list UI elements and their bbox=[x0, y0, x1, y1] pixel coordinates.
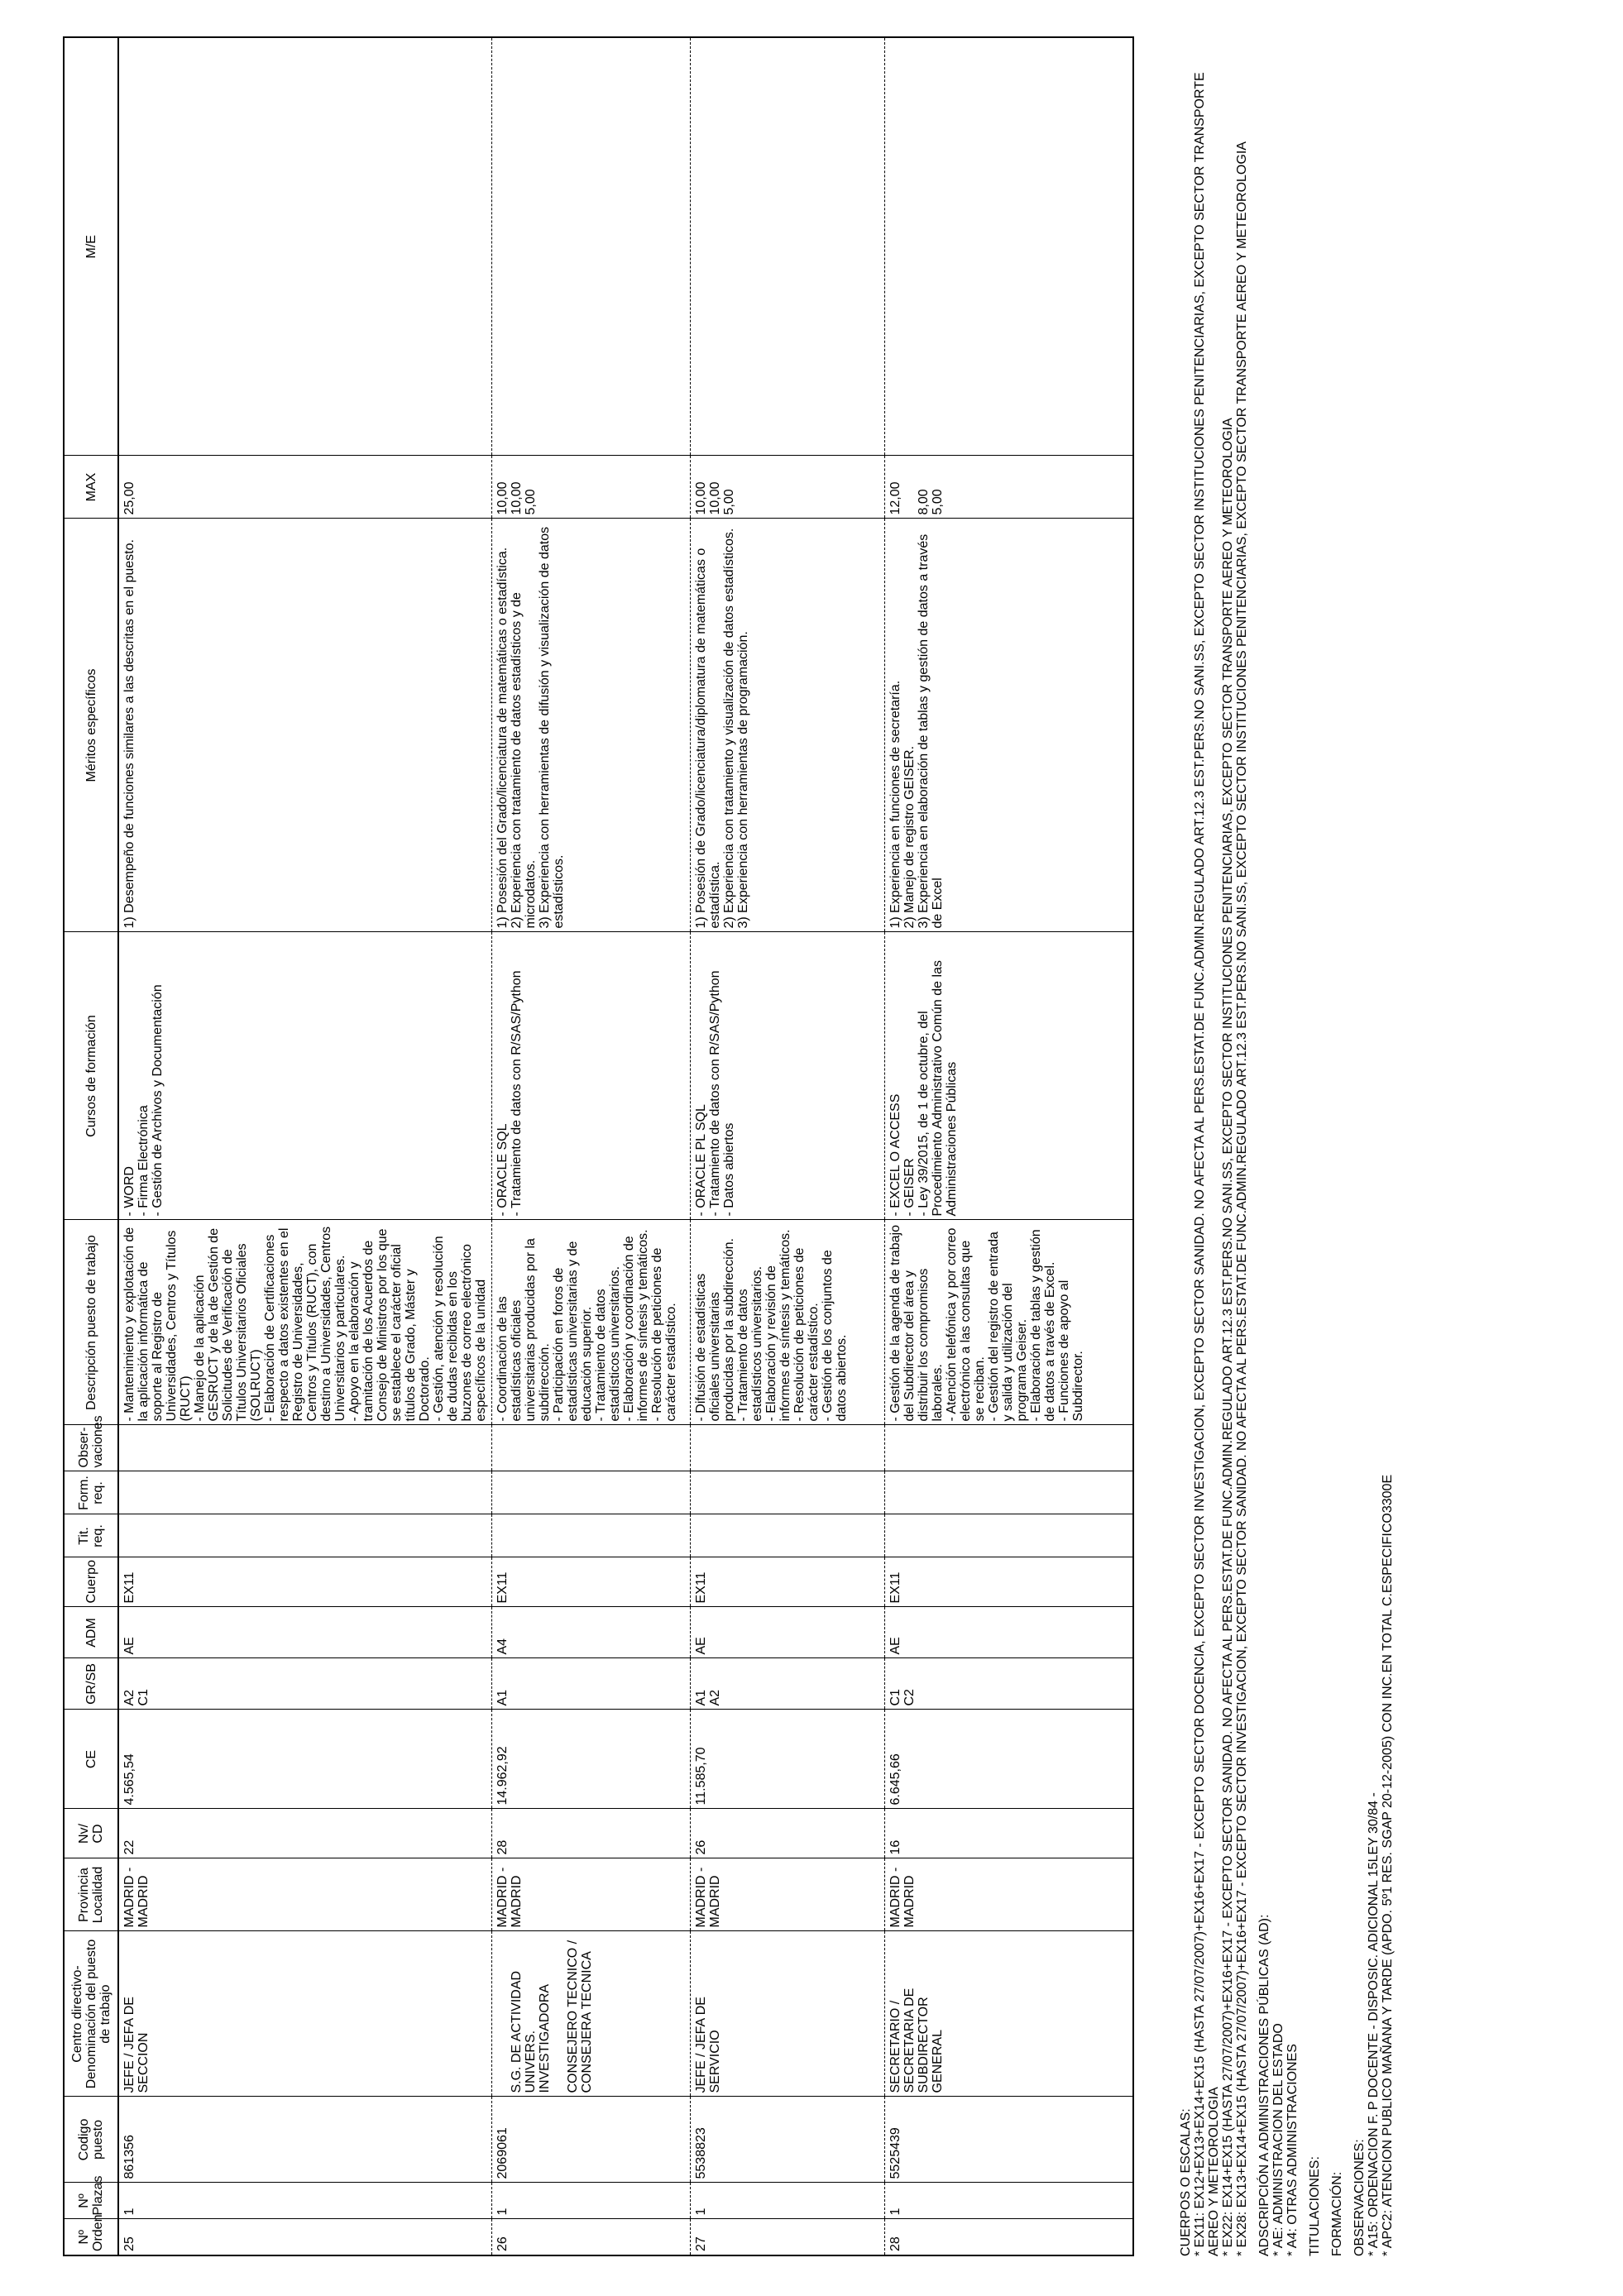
table-row bbox=[691, 37, 885, 2255]
cell-provincia: MADRID - MADRID bbox=[492, 1858, 691, 1931]
cell-me bbox=[885, 37, 1133, 456]
cell-adm: AE bbox=[118, 1607, 492, 1658]
col-grupo: GR/SB bbox=[64, 1658, 118, 1710]
cell-adm: AE bbox=[691, 1607, 885, 1658]
col-descripcion: Descripción puesto de trabajo bbox=[64, 1220, 118, 1425]
col-me: M/E bbox=[64, 37, 118, 456]
cell-ce: 4.565,54 bbox=[118, 1710, 492, 1809]
cell-cuerpo: EX11 bbox=[885, 1557, 1133, 1607]
cell-cursos: - EXCEL O ACCESS - GEISER - Ley 39/2015, de 1 de octubre, del Procedimiento Administrativo Común de las Administraciones Públicas bbox=[885, 932, 1133, 1220]
col-orden: Nº Orden bbox=[64, 2219, 118, 2255]
cell-meritos: 1) Posesión del Grado/licenciatura de matemáticas o estadística. 2) Experiencia con tratamiento de datos estadísticos y de microdatos. 3) Experiencia con herramientas de difusión y visualización de datos estadísticos. bbox=[492, 519, 691, 932]
titulaciones-title: TITULACIONES: bbox=[1308, 2156, 1322, 2256]
adscripcion-line: * A4: OTRAS ADMINISTRACIONES bbox=[1285, 2044, 1300, 2256]
cuerpos-line: * EX11: EX12+EX13+EX14+EX15 (HASTA 27/07/2007)+EX16+EX17 - EXCEPTO SECTOR DOCENCIA, EXCEPTO SECTOR INVESTIGACION, EXCEPTO SECTOR SANIDAD. NO AFECTA AL PERS.ESTAT.DE FUNC.ADMIN.REGULADO ART.12.3 EST.PERS.NO SANI.SS, EXCEPTO SECTOR INSTITUCIONES PENITENCIARIAS, EXCEPTO SECTOR TRANSPORTE AEREO Y METEOROLOGIA bbox=[1193, 72, 1221, 2256]
cell-descripcion: - Difusión de estadísticas oficiales universitarias producidas por la subdirección. - Tratamiento de datos estadísticos universitarios. - Elaboración y revisión de informes de síntesis y temáticos. - Resolución de peticiones de carácter estadístico. - Gestión de los conjuntos de datos abiertos. bbox=[691, 1220, 885, 1425]
cell-max: 25,00 bbox=[118, 456, 492, 519]
col-plazas: Nº Plazas bbox=[64, 2183, 118, 2219]
observaciones-line: * A15: ORDENACION F. P DOCENTE - DISPOSIC. ADICIONAL 15LEY 30/84 - bbox=[1367, 1792, 1381, 2256]
cell-provincia: MADRID - MADRID bbox=[885, 1858, 1133, 1931]
cell-titulacion bbox=[691, 1514, 885, 1557]
cell-cursos: - ORACLE SQL - Tratamiento de datos con R/SAS/Python bbox=[492, 932, 691, 1220]
cell-nivel: 26 bbox=[691, 1809, 885, 1858]
cell-nivel: 16 bbox=[885, 1809, 1133, 1858]
cell-max: 10,00 10,00 5,00 bbox=[492, 456, 691, 519]
cell-observaciones bbox=[885, 1425, 1133, 1471]
col-meritos: Méritos específicos bbox=[64, 519, 118, 932]
cell-cuerpo: EX11 bbox=[691, 1557, 885, 1607]
cell-centro: JEFE / JEFA DE SERVICIO bbox=[691, 1931, 885, 2097]
cell-meritos: 1) Desempeño de funciones similares a las descritas en el puesto. bbox=[118, 519, 492, 932]
footer-legend bbox=[1179, 40, 1395, 2256]
cell-cursos: - WORD - Firma Electrónica - Gestión de Archivos y Documentación bbox=[118, 932, 492, 1220]
col-titulacion: Tit. req. bbox=[64, 1514, 118, 1557]
cuerpos-line: * EX22: EX14+EX15 (HASTA 27/07/2007)+EX16+EX17 - EXCEPTO SECTOR SANIDAD. NO AFECTA AL PERS.ESTAT.DE FUNC.ADMIN.REGULADO ART.12.3 EST.PERS.NO SANI.SS, EXCEPTO SECTOR INSTITUCIONES PENITENCIARIAS, EXCEPTO SECTOR TRANSPORTE AEREO Y METEOROLOGIA bbox=[1221, 418, 1235, 2256]
cell-orden: 27 bbox=[691, 2219, 885, 2255]
cell-orden: 26 bbox=[492, 2219, 691, 2255]
cell-grupo: A1 bbox=[492, 1658, 691, 1710]
cuerpos-line: * EX28: EX13+EX14+EX15 (HASTA 27/07/2007)+EX16+EX17 - EXCEPTO SECTOR INVESTIGACION, EXCEPTO SECTOR SANIDAD. NO AFECTA AL PERS.ESTAT.DE FUNC.ADMIN.REGULADO ART.12.3 EST.PERS.NO SANI.SS, EXCEPTO SECTOR INSTITUCIONES PENITENCIARIAS, EXCEPTO SECTOR TRANSPORTE AEREO Y METEOROLOGIA bbox=[1235, 141, 1249, 2256]
cell-descripcion: - Gestión de la agenda de trabajo del Subdirector del área y distribuir los compromisos laborales. - Atención telefónica y por correo electrónico a las consultas que se reciban. - Gestión del registro de entrada y salida y utilización del programa Geiser. - Elaboración de tablas y gestión de datos a través de Excel. - Funciones de apoyo al Subdirector. bbox=[885, 1220, 1133, 1425]
cell-meritos: 1) Posesión de Grado/licenciatura/diplomatura de matemáticas o estadística. 2) Experiencia con tratamiento y visualización de datos estadísticos. 3) Experiencia con herramientas de programación. bbox=[691, 519, 885, 932]
cell-grupo: C1 C2 bbox=[885, 1658, 1133, 1710]
cell-codigo: 5525439 bbox=[885, 2097, 1133, 2183]
cell-formacion bbox=[691, 1471, 885, 1514]
col-adm: ADM bbox=[64, 1607, 118, 1658]
cell-me bbox=[691, 37, 885, 456]
col-provincia: Provincia Localidad bbox=[64, 1858, 118, 1931]
cell-provincia: MADRID - MADRID bbox=[691, 1858, 885, 1931]
cell-plazas: 1 bbox=[492, 2183, 691, 2219]
cell-ce: 14.962,92 bbox=[492, 1710, 691, 1809]
cell-meritos: 1) Experiencia en funciones de secretaría. 2) Manejo de registro GEISER. 3) Experiencia en elaboración de tablas y gestión de datos a través de Excel bbox=[885, 519, 1133, 932]
cell-nivel: 28 bbox=[492, 1809, 691, 1858]
cuerpos-section bbox=[1179, 40, 1249, 2256]
cell-provincia: MADRID - MADRID bbox=[118, 1858, 492, 1931]
centro-puesto: CONSEJERO TECNICO / CONSEJERA TECNICA bbox=[566, 1940, 594, 2093]
cell-cursos: - ORACLE PL SQL - Tratamiento de datos con R/SAS/Python - Datos abiertos bbox=[691, 932, 885, 1220]
cell-cuerpo: EX11 bbox=[492, 1557, 691, 1607]
cell-me bbox=[118, 37, 492, 456]
titulaciones-section bbox=[1308, 40, 1322, 2256]
cell-grupo: A2 C1 bbox=[118, 1658, 492, 1710]
cell-titulacion bbox=[118, 1514, 492, 1557]
cell-plazas: 1 bbox=[691, 2183, 885, 2219]
cell-grupo: A1 A2 bbox=[691, 1658, 885, 1710]
observaciones-title: OBSERVACIONES: bbox=[1352, 2139, 1367, 2256]
table-row bbox=[492, 37, 691, 2255]
adscripcion-line: * AE: ADMINISTRACION DEL ESTADO bbox=[1271, 2023, 1285, 2256]
cell-cuerpo: EX11 bbox=[118, 1557, 492, 1607]
cell-centro bbox=[492, 1931, 691, 2097]
cell-codigo: 5538823 bbox=[691, 2097, 885, 2183]
observaciones-section bbox=[1352, 40, 1395, 2256]
cell-observaciones bbox=[118, 1425, 492, 1471]
observaciones-line: * APC2: ATENCION PUBLICO MAÑANA Y TARDE (APDO. 5º1 RES. SGAP 20-12-2005) CON INC.EN TOTAL C.ESPECIFICO3300E bbox=[1381, 1474, 1395, 2256]
cell-ce: 6.645,66 bbox=[885, 1710, 1133, 1809]
cell-plazas: 1 bbox=[118, 2183, 492, 2219]
cell-centro: SECRETARIO / SECRETARIA DE SUBDIRECTOR GENERAL bbox=[885, 1931, 1133, 2097]
formacion-title: FORMACIÓN: bbox=[1330, 2171, 1344, 2256]
cuerpos-title: CUERPOS O ESCALAS: bbox=[1179, 2108, 1193, 2256]
col-observaciones: Obser- vaciones bbox=[64, 1425, 118, 1471]
header-row bbox=[64, 37, 118, 2255]
cell-observaciones bbox=[691, 1425, 885, 1471]
positions-table bbox=[63, 36, 1134, 2256]
cell-max: 10,00 10,00 5,00 bbox=[691, 456, 885, 519]
cell-formacion bbox=[885, 1471, 1133, 1514]
col-formacion: Form. req. bbox=[64, 1471, 118, 1514]
col-cursos: Cursos de formación bbox=[64, 932, 118, 1220]
cell-plazas: 1 bbox=[885, 2183, 1133, 2219]
cell-adm: AE bbox=[885, 1607, 1133, 1658]
cell-nivel: 22 bbox=[118, 1809, 492, 1858]
adscripcion-title: ADSCRIPCIÓN A ADMINISTRACIONES PÚBLICAS (AD): bbox=[1257, 1914, 1271, 2256]
cell-titulacion bbox=[885, 1514, 1133, 1557]
cell-me bbox=[492, 37, 691, 456]
cell-formacion bbox=[492, 1471, 691, 1514]
cell-descripcion: - Mantenimiento y explotación de la aplicación informática de soporte al Registro de Universidades, Centros y Títulos (RUCT) - Manejo de la aplicación GESRUCT y de la de Gestión de Solicitudes de Verificación de Títulos Universitarios Oficiales (SOLRUCT) - Elaboración de Certificaciones respecto a datos existentes en el Registro de Universidades, Centros y Títulos (RUCT), con destino a Universidades, Centros Universitarios y particulares. - Apoyo en la elaboración y tramitación de los Acuerdos de Consejo de Ministros por los que se establece el carácter oficial títulos de Grado, Máster y Doctorado. - Gestión, atención y resolución de dudas recibidas en los buzones de correo electrónico específicos de la unidad bbox=[118, 1220, 492, 1425]
cell-titulacion bbox=[492, 1514, 691, 1557]
cell-max: 12,00 8,00 5,00 bbox=[885, 456, 1133, 519]
adscripcion-section bbox=[1257, 40, 1300, 2256]
cell-orden: 25 bbox=[118, 2219, 492, 2255]
cell-orden: 28 bbox=[885, 2219, 1133, 2255]
cell-codigo: 2069061 bbox=[492, 2097, 691, 2183]
cell-codigo: 861356 bbox=[118, 2097, 492, 2183]
col-ce: CE bbox=[64, 1710, 118, 1809]
cell-centro: JEFE / JEFA DE SECCION bbox=[118, 1931, 492, 2097]
cell-adm: A4 bbox=[492, 1607, 691, 1658]
cell-descripcion: - Coordinación de las estadísticas oficiales universitarias producidas por la subdirección. - Participación en foros de estadísticas universitarias y de educación superior. - Tratamiento de datos estadísticos universitarios. - Elaboración y coordinación de informes de síntesis y temáticos. - Resolución de peticiones de carácter estadístico. bbox=[492, 1220, 691, 1425]
centro-directivo-heading: S.G. DE ACTIVIDAD UNIVERS. INVESTIGADORA bbox=[510, 1970, 552, 2093]
cell-observaciones bbox=[492, 1425, 691, 1471]
cell-formacion bbox=[118, 1471, 492, 1514]
col-nivel: Nv/ CD bbox=[64, 1809, 118, 1858]
col-cuerpo: Cuerpo bbox=[64, 1557, 118, 1607]
formacion-section bbox=[1330, 40, 1344, 2256]
table-row bbox=[118, 37, 492, 2255]
col-codigo: Codigo puesto bbox=[64, 2097, 118, 2183]
cell-ce: 11.585,70 bbox=[691, 1710, 885, 1809]
col-max: MAX bbox=[64, 456, 118, 519]
col-centro: Centro directivo- Denominación del puesto de trabajo bbox=[64, 1931, 118, 2097]
table-row bbox=[885, 37, 1133, 2255]
